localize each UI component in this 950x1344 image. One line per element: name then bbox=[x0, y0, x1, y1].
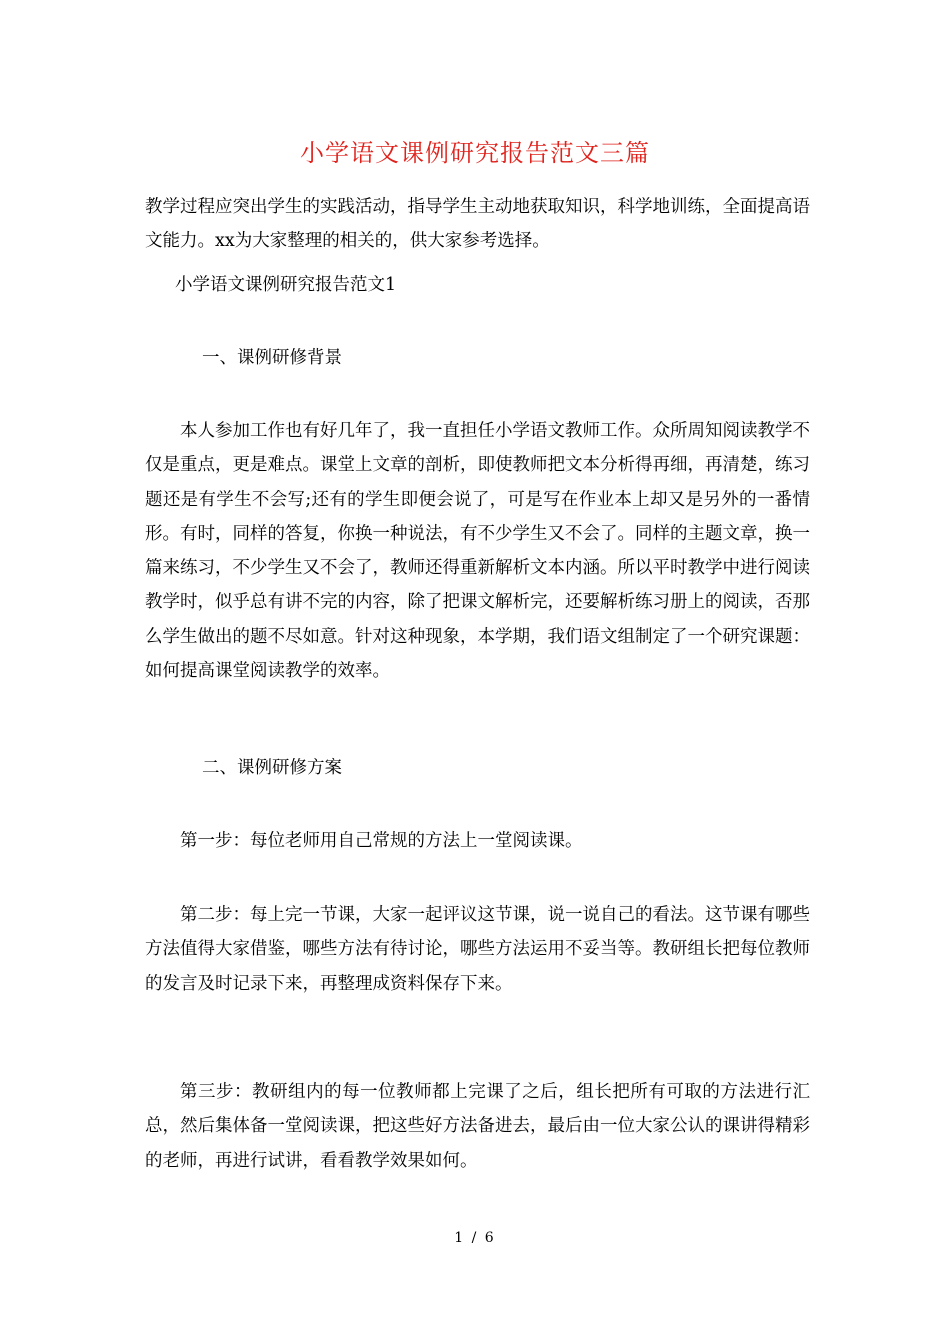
step3-paragraph: 第三步：教研组内的每一位教师都上完课了之后，组长把所有可取的方法进行汇总，然后集体备一堂阅读课，把这些好方法备进去，最后由一位大家公认的课讲得精彩的老师，再进行试讲，看看教学效果如何。 bbox=[145, 1082, 810, 1171]
subtitle: 小学语文课例研究报告范文1 bbox=[175, 275, 397, 295]
document-title: 小学语文课例研究报告范文三篇 bbox=[300, 139, 650, 167]
section1-heading: 一、课例研修背景 bbox=[202, 348, 342, 368]
step2-paragraph: 第二步：每上完一节课，大家一起评议这节课，说一说自己的看法。这节课有哪些方法值得大家借鉴，哪些方法有待讨论，哪些方法运用不妥当等。教研组长把每位教师的发言及时记录下来，再整理成资料保存下来。 bbox=[145, 905, 810, 994]
section2-heading: 二、课例研修方案 bbox=[202, 758, 342, 778]
section1-body: 本人参加工作也有好几年了，我一直担任小学语文教师工作。众所周知阅读教学不仅是重点，更是难点。课堂上文章的剖析，即使教师把文本分析得再细，再清楚，练习题还是有学生不会写;还有的学生即便会说了，可是写在作业本上却又是另外的一番情形。有时，同样的答复，你换一种说法，有不少学生又不会了。同样的主题文章，换一篇来练习，不少学生又不会了，教师还得重新解析文本内涵。所以平时教学中进行阅读教学时，似乎总有讲不完的内容，除了把课文解析完，还要解析练习册上的阅读，否那么学生做出的题不尽如意。针对这种现象，本学期，我们语文组制定了一个研究课题：如何提高课堂阅读教学的效率。 bbox=[145, 421, 810, 682]
intro-paragraph: 教学过程应突出学生的实践活动，指导学生主动地获取知识，科学地训练，全面提高语文能力。xx为大家整理的相关的，供大家参考选择。 bbox=[145, 197, 810, 252]
page-indicator: 1 / 6 bbox=[454, 1230, 496, 1246]
step1-paragraph: 第一步：每位老师用自己常规的方法上一堂阅读课。 bbox=[180, 831, 583, 851]
